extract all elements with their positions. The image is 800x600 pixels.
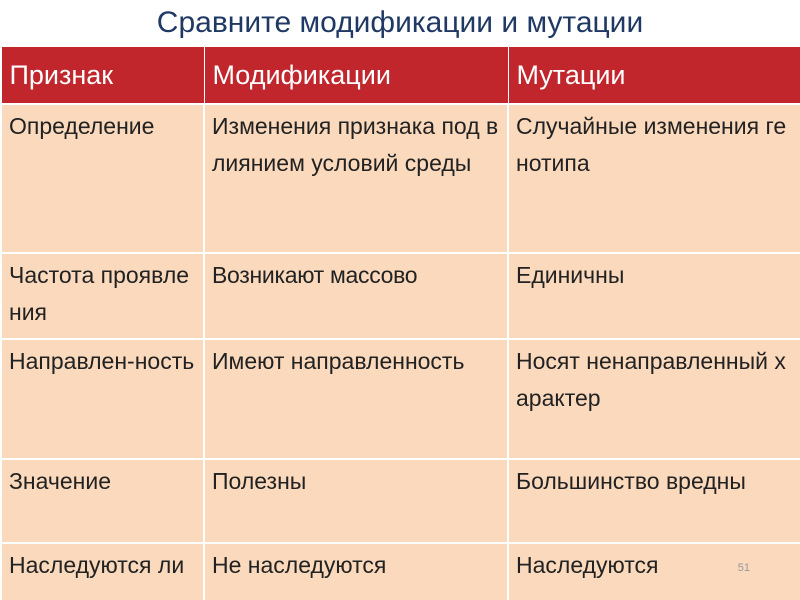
table-row-definition xyxy=(1,104,800,253)
cell-mutations: Случайные изменения генотипа xyxy=(508,104,800,253)
cell-modifications: Полезны xyxy=(204,459,508,543)
table-row-direction xyxy=(1,339,800,459)
cell-mutations: Носят ненаправленный характер xyxy=(508,339,800,459)
cell-modifications: Не наследуются xyxy=(204,543,508,600)
header-feature: Признак xyxy=(1,47,204,105)
cell-mutations: Наследуются xyxy=(508,543,800,600)
header-modifications: Модификации xyxy=(204,47,508,105)
cell-modifications: Изменения признака под влиянием условий среды xyxy=(204,104,508,253)
cell-modifications: Имеют направленность xyxy=(204,339,508,459)
cell-feature: Частота проявления xyxy=(1,253,204,339)
cell-mutations: Единичны xyxy=(508,253,800,339)
cell-feature: Направлен-ность xyxy=(1,339,204,459)
table-header-row xyxy=(1,47,800,105)
slide-title: Сравните модификации и мутации xyxy=(156,6,644,39)
cell-feature: Значение xyxy=(1,459,204,543)
cell-feature: Определение xyxy=(1,104,204,253)
table-row-frequency xyxy=(1,253,800,339)
header-mutations: Мутации xyxy=(508,47,800,105)
table-row-significance xyxy=(1,459,800,543)
cell-feature: Наследуются ли xyxy=(1,543,204,600)
cell-modifications: Возникают массово xyxy=(204,253,508,339)
cell-mutations: Большинство вредны xyxy=(508,459,800,543)
page-number: 51 xyxy=(737,562,750,574)
table-row-inheritance xyxy=(1,543,800,600)
comparison-table xyxy=(0,46,800,600)
